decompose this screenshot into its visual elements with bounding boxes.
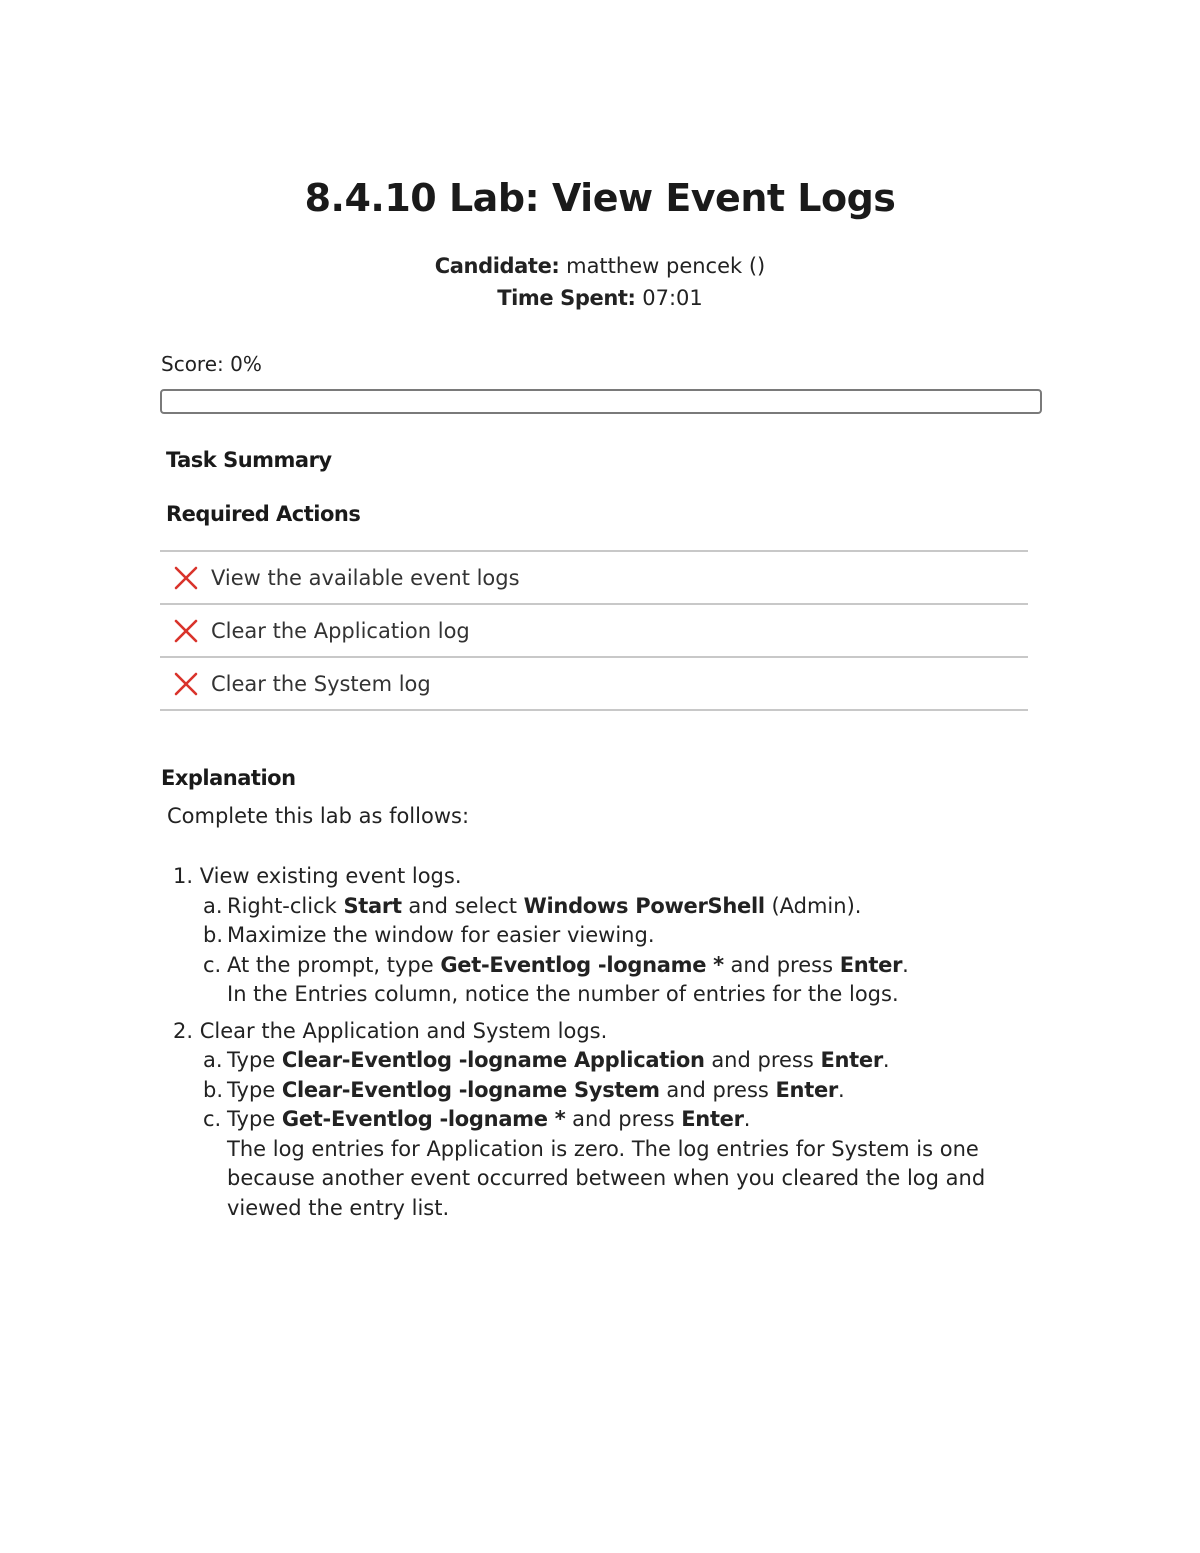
time-spent-value: 07:01	[642, 286, 703, 310]
substep-marker: a.	[203, 1048, 223, 1072]
substep-text: Right-click	[227, 893, 344, 918]
step-item	[173, 1017, 993, 1224]
substep-emphasis: Enter	[681, 1107, 744, 1131]
substep-item	[203, 892, 993, 922]
substep-body	[227, 1076, 993, 1106]
substep-marker: b.	[203, 923, 224, 947]
fail-x-icon	[173, 618, 199, 644]
score-progress-bar	[160, 389, 1042, 414]
substep-text: and select	[401, 893, 524, 918]
candidate-line	[0, 254, 1200, 278]
page-title: 8.4.10 Lab: View Event Logs	[304, 176, 896, 220]
substep-list	[173, 892, 993, 1010]
substep-text: .	[902, 952, 909, 977]
substep-item	[203, 921, 993, 951]
explanation-heading: Explanation	[161, 766, 296, 790]
substep-body	[227, 1046, 993, 1076]
substep-text: Type	[227, 1048, 282, 1072]
step-marker: 1.	[173, 864, 194, 888]
substep-emphasis: Clear-Eventlog -logname System	[281, 1077, 660, 1102]
candidate-label: Candidate:	[434, 254, 560, 278]
substep-emphasis: Enter	[839, 952, 903, 977]
fail-x-icon	[173, 671, 199, 697]
substep-text: .	[837, 1077, 845, 1102]
step-item	[173, 862, 993, 1010]
substep-emphasis: Get-Eventlog -logname *	[281, 1107, 566, 1131]
substep-text: (Admin).	[764, 893, 862, 918]
action-row	[160, 658, 1028, 711]
action-label: View the available event logs	[211, 565, 520, 590]
action-row	[160, 552, 1028, 605]
substep-body	[227, 951, 993, 1010]
substep-text: and press	[704, 1048, 821, 1072]
substep-text: Type	[227, 1107, 282, 1131]
substep-body	[227, 892, 993, 922]
substep-text: and press	[565, 1107, 682, 1131]
substep-emphasis: Enter	[820, 1048, 883, 1072]
step-marker: 2.	[173, 1018, 194, 1043]
substep-item	[203, 1105, 993, 1223]
candidate-value: matthew pencek ()	[566, 254, 766, 278]
required-actions-heading: Required Actions	[166, 502, 361, 526]
substep-text: .	[743, 1107, 751, 1131]
substep-emphasis: Enter	[775, 1077, 838, 1102]
substep-text: At the prompt, type	[227, 952, 441, 977]
substep-note: In the Entries column, notice the number of entries for the logs.	[227, 982, 899, 1006]
fail-x-icon	[173, 565, 199, 591]
explanation-intro: Complete this lab as follows:	[167, 804, 470, 828]
substep-text: Type	[227, 1077, 282, 1102]
substep-text: Maximize the window for easier viewing.	[227, 923, 655, 947]
substep-emphasis: Windows PowerShell	[523, 893, 765, 918]
time-spent-label: Time Spent:	[497, 286, 636, 310]
substep-marker: c.	[203, 1107, 222, 1131]
substep-text: and press	[723, 952, 840, 977]
action-label: Clear the Application log	[211, 618, 470, 643]
substep-marker: c.	[203, 952, 222, 977]
substep-body	[227, 921, 993, 951]
substep-text: and press	[659, 1077, 776, 1102]
substep-body	[227, 1105, 993, 1223]
substep-list	[173, 1046, 993, 1223]
score-label: Score: 0%	[161, 352, 262, 376]
substep-item	[203, 1046, 993, 1076]
substep-emphasis: Clear-Eventlog -logname Application	[281, 1048, 705, 1072]
substep-marker: a.	[203, 893, 223, 918]
substep-emphasis: Start	[343, 893, 402, 918]
task-summary-heading: Task Summary	[166, 448, 332, 472]
substep-note: The log entries for Application is zero. The log entries for System is one because another event occurred between when you cleared the log and viewed the entry list.	[227, 1136, 986, 1220]
step-text: Clear the Application and System logs.	[199, 1018, 608, 1043]
substep-text: .	[882, 1048, 890, 1072]
action-row	[160, 605, 1028, 658]
required-actions-list	[160, 550, 1028, 711]
substep-marker: b.	[203, 1077, 224, 1102]
time-spent-line	[0, 286, 1200, 310]
substep-item	[203, 951, 993, 1010]
substep-emphasis: Get-Eventlog -logname *	[440, 952, 724, 977]
substep-item	[203, 1076, 993, 1106]
explanation-steps	[173, 862, 993, 1230]
action-label: Clear the System log	[211, 671, 431, 696]
step-text: View existing event logs.	[199, 864, 462, 888]
step-line	[173, 1017, 993, 1047]
step-line	[173, 862, 993, 892]
